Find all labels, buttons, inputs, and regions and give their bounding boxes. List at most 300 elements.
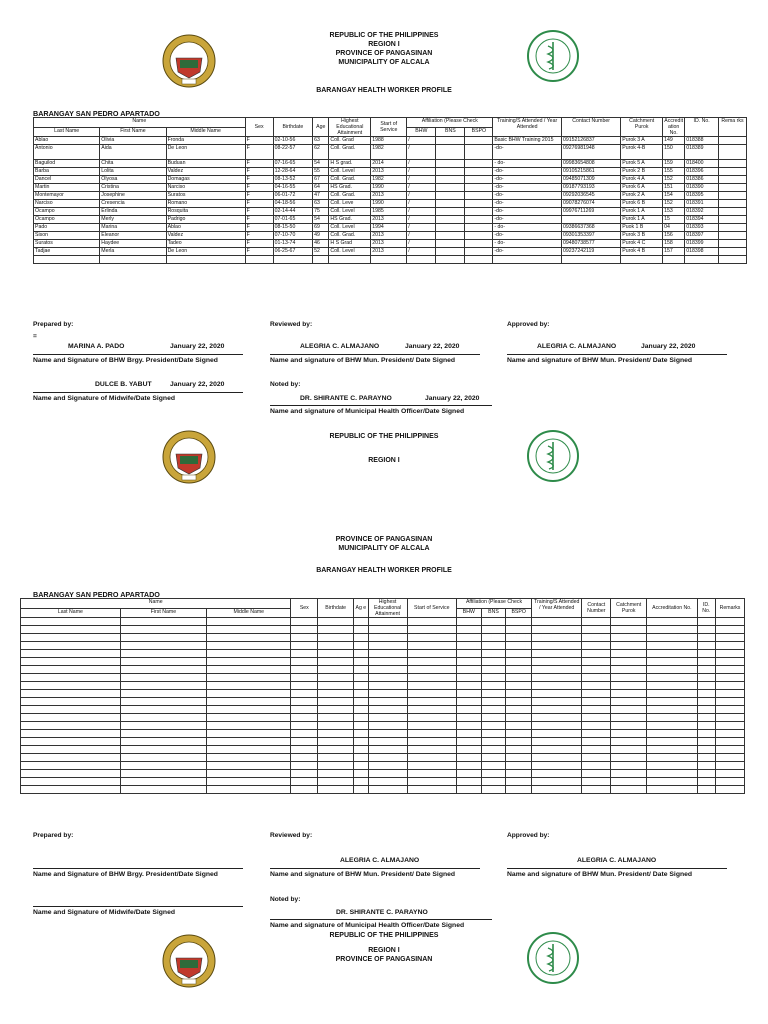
blank-table-cell[interactable] <box>21 738 121 746</box>
blank-table-cell[interactable] <box>291 674 318 682</box>
blank-table-cell[interactable] <box>647 642 697 650</box>
blank-table-cell[interactable] <box>506 658 532 666</box>
blank-table-cell[interactable] <box>120 690 206 698</box>
blank-table-cell[interactable] <box>207 650 291 658</box>
blank-table-cell[interactable] <box>456 738 481 746</box>
blank-table-cell[interactable] <box>611 682 647 690</box>
blank-table-cell[interactable] <box>532 746 582 754</box>
blank-table-cell[interactable] <box>456 722 481 730</box>
blank-table-cell[interactable] <box>697 730 716 738</box>
blank-table-cell[interactable] <box>716 690 745 698</box>
blank-table-cell[interactable] <box>21 666 121 674</box>
blank-table-cell[interactable] <box>697 778 716 786</box>
blank-table-cell[interactable] <box>481 730 506 738</box>
blank-table-cell[interactable] <box>611 778 647 786</box>
blank-table-cell[interactable] <box>532 674 582 682</box>
blank-table-cell[interactable] <box>506 698 532 706</box>
blank-table-cell[interactable] <box>647 770 697 778</box>
blank-table-cell[interactable] <box>506 618 532 626</box>
blank-table-cell[interactable] <box>354 682 368 690</box>
blank-table-cell[interactable] <box>481 738 506 746</box>
blank-table-cell[interactable] <box>368 666 407 674</box>
blank-table-cell[interactable] <box>647 626 697 634</box>
blank-table-cell[interactable] <box>716 778 745 786</box>
blank-table-cell[interactable] <box>407 706 456 714</box>
blank-table-cell[interactable] <box>647 658 697 666</box>
blank-table-cell[interactable] <box>368 634 407 642</box>
blank-table-cell[interactable] <box>582 626 611 634</box>
blank-table-cell[interactable] <box>647 650 697 658</box>
blank-table-cell[interactable] <box>354 714 368 722</box>
blank-table-cell[interactable] <box>532 642 582 650</box>
blank-table-cell[interactable] <box>716 706 745 714</box>
blank-table-cell[interactable] <box>291 762 318 770</box>
blank-table-cell[interactable] <box>697 714 716 722</box>
blank-table-cell[interactable] <box>647 714 697 722</box>
blank-table-cell[interactable] <box>582 786 611 794</box>
blank-table-cell[interactable] <box>532 778 582 786</box>
blank-table-cell[interactable] <box>532 634 582 642</box>
blank-table-cell[interactable] <box>318 634 354 642</box>
blank-table-cell[interactable] <box>368 730 407 738</box>
blank-table-cell[interactable] <box>456 674 481 682</box>
blank-table-cell[interactable] <box>582 754 611 762</box>
blank-table-cell[interactable] <box>716 626 745 634</box>
blank-table-cell[interactable] <box>697 674 716 682</box>
blank-table-cell[interactable] <box>697 786 716 794</box>
blank-table-cell[interactable] <box>582 682 611 690</box>
blank-table-cell[interactable] <box>697 658 716 666</box>
blank-table-cell[interactable] <box>716 682 745 690</box>
blank-table-cell[interactable] <box>506 738 532 746</box>
blank-table-cell[interactable] <box>368 722 407 730</box>
blank-table-cell[interactable] <box>354 738 368 746</box>
blank-table-cell[interactable] <box>697 706 716 714</box>
blank-table-cell[interactable] <box>582 690 611 698</box>
blank-table-cell[interactable] <box>291 778 318 786</box>
blank-table-cell[interactable] <box>481 642 506 650</box>
blank-table-cell[interactable] <box>481 682 506 690</box>
blank-table-cell[interactable] <box>207 722 291 730</box>
blank-table-cell[interactable] <box>21 714 121 722</box>
blank-table-cell[interactable] <box>647 722 697 730</box>
blank-table-cell[interactable] <box>291 754 318 762</box>
blank-table-cell[interactable] <box>532 754 582 762</box>
blank-table-cell[interactable] <box>368 762 407 770</box>
blank-table-cell[interactable] <box>506 650 532 658</box>
blank-table-cell[interactable] <box>21 690 121 698</box>
blank-table-cell[interactable] <box>368 690 407 698</box>
blank-table-cell[interactable] <box>407 730 456 738</box>
blank-table-cell[interactable] <box>481 770 506 778</box>
blank-table-cell[interactable] <box>407 746 456 754</box>
blank-table-cell[interactable] <box>481 618 506 626</box>
blank-table-cell[interactable] <box>582 658 611 666</box>
blank-table-cell[interactable] <box>532 666 582 674</box>
blank-table-cell[interactable] <box>697 626 716 634</box>
blank-table-cell[interactable] <box>318 730 354 738</box>
blank-table-cell[interactable] <box>368 754 407 762</box>
blank-table-cell[interactable] <box>207 746 291 754</box>
blank-table-cell[interactable] <box>481 762 506 770</box>
blank-table-cell[interactable] <box>407 714 456 722</box>
blank-table-cell[interactable] <box>368 674 407 682</box>
blank-table-cell[interactable] <box>120 634 206 642</box>
blank-table-cell[interactable] <box>291 722 318 730</box>
blank-table-cell[interactable] <box>506 674 532 682</box>
blank-table-cell[interactable] <box>318 690 354 698</box>
blank-table-cell[interactable] <box>506 626 532 634</box>
blank-table-cell[interactable] <box>291 714 318 722</box>
blank-table-cell[interactable] <box>407 658 456 666</box>
blank-table-cell[interactable] <box>647 690 697 698</box>
blank-table-cell[interactable] <box>532 682 582 690</box>
blank-table-cell[interactable] <box>318 626 354 634</box>
blank-table-cell[interactable] <box>716 618 745 626</box>
blank-table-cell[interactable] <box>318 738 354 746</box>
blank-table-cell[interactable] <box>407 778 456 786</box>
blank-table-cell[interactable] <box>354 634 368 642</box>
blank-table-cell[interactable] <box>368 618 407 626</box>
blank-table-cell[interactable] <box>207 618 291 626</box>
blank-table-cell[interactable] <box>506 786 532 794</box>
blank-table-cell[interactable] <box>207 754 291 762</box>
blank-table-cell[interactable] <box>716 714 745 722</box>
blank-table-cell[interactable] <box>456 682 481 690</box>
blank-table-cell[interactable] <box>291 618 318 626</box>
blank-table-cell[interactable] <box>532 698 582 706</box>
blank-table-cell[interactable] <box>407 770 456 778</box>
blank-table-cell[interactable] <box>611 666 647 674</box>
blank-table-cell[interactable] <box>456 730 481 738</box>
blank-table-cell[interactable] <box>611 618 647 626</box>
blank-table-cell[interactable] <box>481 666 506 674</box>
blank-table-cell[interactable] <box>506 746 532 754</box>
blank-table-cell[interactable] <box>697 698 716 706</box>
blank-table-cell[interactable] <box>481 650 506 658</box>
blank-table-cell[interactable] <box>368 650 407 658</box>
blank-table-cell[interactable] <box>207 666 291 674</box>
blank-table-cell[interactable] <box>318 778 354 786</box>
blank-table-cell[interactable] <box>21 706 121 714</box>
blank-table-cell[interactable] <box>532 626 582 634</box>
blank-table-cell[interactable] <box>532 738 582 746</box>
blank-table-cell[interactable] <box>611 706 647 714</box>
blank-table-cell[interactable] <box>354 674 368 682</box>
blank-table-cell[interactable] <box>456 658 481 666</box>
blank-table-cell[interactable] <box>697 754 716 762</box>
blank-table-cell[interactable] <box>582 722 611 730</box>
blank-table-cell[interactable] <box>207 682 291 690</box>
blank-table-cell[interactable] <box>207 634 291 642</box>
blank-table-cell[interactable] <box>120 746 206 754</box>
blank-table-cell[interactable] <box>532 690 582 698</box>
blank-table-cell[interactable] <box>611 658 647 666</box>
blank-table-cell[interactable] <box>697 770 716 778</box>
blank-table-cell[interactable] <box>481 690 506 698</box>
blank-table-cell[interactable] <box>368 714 407 722</box>
blank-table-cell[interactable] <box>21 778 121 786</box>
blank-table-cell[interactable] <box>407 698 456 706</box>
blank-table-cell[interactable] <box>407 754 456 762</box>
blank-table-cell[interactable] <box>120 714 206 722</box>
blank-table-cell[interactable] <box>611 762 647 770</box>
blank-table-cell[interactable] <box>354 642 368 650</box>
blank-table-cell[interactable] <box>647 754 697 762</box>
blank-table-cell[interactable] <box>456 618 481 626</box>
blank-table-cell[interactable] <box>207 642 291 650</box>
blank-table-cell[interactable] <box>207 658 291 666</box>
blank-table-cell[interactable] <box>716 634 745 642</box>
blank-table-cell[interactable] <box>318 762 354 770</box>
blank-table-cell[interactable] <box>697 666 716 674</box>
blank-table-cell[interactable] <box>291 650 318 658</box>
blank-table-cell[interactable] <box>207 714 291 722</box>
blank-table-cell[interactable] <box>21 754 121 762</box>
blank-table-cell[interactable] <box>207 730 291 738</box>
blank-table-cell[interactable] <box>647 746 697 754</box>
blank-table-cell[interactable] <box>354 730 368 738</box>
blank-table-cell[interactable] <box>481 698 506 706</box>
blank-table-cell[interactable] <box>506 682 532 690</box>
blank-table-cell[interactable] <box>207 770 291 778</box>
blank-table-cell[interactable] <box>647 698 697 706</box>
blank-table-cell[interactable] <box>456 786 481 794</box>
blank-table-cell[interactable] <box>368 642 407 650</box>
blank-table-cell[interactable] <box>506 714 532 722</box>
blank-table-cell[interactable] <box>481 626 506 634</box>
blank-table-cell[interactable] <box>532 770 582 778</box>
blank-table-cell[interactable] <box>456 778 481 786</box>
blank-table-cell[interactable] <box>456 698 481 706</box>
blank-table-cell[interactable] <box>207 626 291 634</box>
blank-table-cell[interactable] <box>120 722 206 730</box>
blank-table-cell[interactable] <box>120 770 206 778</box>
blank-table-cell[interactable] <box>291 738 318 746</box>
blank-table-cell[interactable] <box>506 706 532 714</box>
blank-table-cell[interactable] <box>368 746 407 754</box>
blank-table-cell[interactable] <box>318 618 354 626</box>
blank-table-cell[interactable] <box>207 690 291 698</box>
blank-table-cell[interactable] <box>582 650 611 658</box>
blank-table-cell[interactable] <box>21 674 121 682</box>
blank-table-cell[interactable] <box>697 650 716 658</box>
blank-table-cell[interactable] <box>318 650 354 658</box>
blank-table-cell[interactable] <box>318 770 354 778</box>
blank-table-cell[interactable] <box>647 618 697 626</box>
blank-table-cell[interactable] <box>647 706 697 714</box>
blank-table-cell[interactable] <box>697 642 716 650</box>
blank-table-cell[interactable] <box>456 706 481 714</box>
blank-table-cell[interactable] <box>407 690 456 698</box>
blank-table-cell[interactable] <box>368 786 407 794</box>
blank-table-cell[interactable] <box>21 786 121 794</box>
blank-table-cell[interactable] <box>368 698 407 706</box>
blank-table-cell[interactable] <box>21 762 121 770</box>
blank-table-cell[interactable] <box>318 674 354 682</box>
blank-table-cell[interactable] <box>354 698 368 706</box>
blank-table-cell[interactable] <box>407 626 456 634</box>
blank-table-cell[interactable] <box>120 674 206 682</box>
blank-table-cell[interactable] <box>716 674 745 682</box>
blank-table-cell[interactable] <box>532 706 582 714</box>
blank-table-cell[interactable] <box>506 778 532 786</box>
blank-table-cell[interactable] <box>318 682 354 690</box>
blank-table-cell[interactable] <box>120 666 206 674</box>
blank-table-cell[interactable] <box>368 682 407 690</box>
blank-table-cell[interactable] <box>611 642 647 650</box>
blank-table-cell[interactable] <box>697 722 716 730</box>
blank-table-cell[interactable] <box>582 666 611 674</box>
blank-table-cell[interactable] <box>532 722 582 730</box>
blank-table-cell[interactable] <box>291 786 318 794</box>
blank-table-cell[interactable] <box>368 778 407 786</box>
blank-table-cell[interactable] <box>647 762 697 770</box>
blank-table-cell[interactable] <box>481 746 506 754</box>
blank-table-cell[interactable] <box>582 634 611 642</box>
blank-table-cell[interactable] <box>532 658 582 666</box>
blank-table-cell[interactable] <box>21 634 121 642</box>
blank-table-cell[interactable] <box>120 698 206 706</box>
blank-table-cell[interactable] <box>611 746 647 754</box>
blank-table-cell[interactable] <box>318 666 354 674</box>
blank-table-cell[interactable] <box>456 690 481 698</box>
blank-table-cell[interactable] <box>456 754 481 762</box>
blank-table-cell[interactable] <box>716 786 745 794</box>
blank-table-cell[interactable] <box>120 642 206 650</box>
blank-table-cell[interactable] <box>582 642 611 650</box>
blank-table-cell[interactable] <box>291 666 318 674</box>
blank-table-cell[interactable] <box>611 690 647 698</box>
blank-table-cell[interactable] <box>354 690 368 698</box>
blank-table-cell[interactable] <box>697 618 716 626</box>
blank-table-cell[interactable] <box>647 778 697 786</box>
blank-table-cell[interactable] <box>318 658 354 666</box>
blank-table-cell[interactable] <box>407 762 456 770</box>
blank-table-cell[interactable] <box>207 762 291 770</box>
blank-table-cell[interactable] <box>291 730 318 738</box>
blank-table-cell[interactable] <box>21 626 121 634</box>
blank-table-cell[interactable] <box>481 634 506 642</box>
blank-table-cell[interactable] <box>532 650 582 658</box>
blank-table-cell[interactable] <box>532 762 582 770</box>
blank-table-cell[interactable] <box>318 754 354 762</box>
blank-table-cell[interactable] <box>407 642 456 650</box>
blank-table-cell[interactable] <box>368 770 407 778</box>
blank-table-cell[interactable] <box>506 642 532 650</box>
blank-table-cell[interactable] <box>716 666 745 674</box>
blank-table-cell[interactable] <box>354 762 368 770</box>
blank-table-cell[interactable] <box>354 626 368 634</box>
blank-table-cell[interactable] <box>291 746 318 754</box>
blank-table-cell[interactable] <box>21 618 121 626</box>
blank-table-cell[interactable] <box>21 642 121 650</box>
blank-table-cell[interactable] <box>120 778 206 786</box>
blank-table-cell[interactable] <box>318 698 354 706</box>
blank-table-cell[interactable] <box>354 786 368 794</box>
blank-table-cell[interactable] <box>354 778 368 786</box>
blank-table-cell[interactable] <box>21 770 121 778</box>
blank-table-cell[interactable] <box>481 714 506 722</box>
blank-table-cell[interactable] <box>582 746 611 754</box>
blank-table-cell[interactable] <box>647 682 697 690</box>
blank-table-cell[interactable] <box>611 698 647 706</box>
blank-table-cell[interactable] <box>506 690 532 698</box>
blank-table-cell[interactable] <box>456 626 481 634</box>
blank-table-cell[interactable] <box>207 674 291 682</box>
blank-table-cell[interactable] <box>697 690 716 698</box>
blank-table-cell[interactable] <box>647 786 697 794</box>
blank-table-cell[interactable] <box>407 634 456 642</box>
blank-table-cell[interactable] <box>21 682 121 690</box>
blank-table-cell[interactable] <box>582 618 611 626</box>
blank-table-cell[interactable] <box>611 770 647 778</box>
blank-table-cell[interactable] <box>291 770 318 778</box>
blank-table-cell[interactable] <box>716 658 745 666</box>
blank-table-cell[interactable] <box>611 738 647 746</box>
blank-table-cell[interactable] <box>481 706 506 714</box>
blank-table-cell[interactable] <box>354 618 368 626</box>
blank-table-cell[interactable] <box>354 666 368 674</box>
blank-table-cell[interactable] <box>368 658 407 666</box>
blank-table-cell[interactable] <box>582 730 611 738</box>
blank-table-cell[interactable] <box>207 698 291 706</box>
blank-table-cell[interactable] <box>582 770 611 778</box>
blank-table-cell[interactable] <box>716 770 745 778</box>
blank-table-cell[interactable] <box>407 618 456 626</box>
blank-table-cell[interactable] <box>120 730 206 738</box>
blank-table-cell[interactable] <box>120 738 206 746</box>
blank-table-cell[interactable] <box>318 746 354 754</box>
blank-table-cell[interactable] <box>481 658 506 666</box>
blank-table-cell[interactable] <box>21 722 121 730</box>
blank-table-cell[interactable] <box>506 770 532 778</box>
blank-table-cell[interactable] <box>716 722 745 730</box>
blank-table-cell[interactable] <box>456 762 481 770</box>
blank-table-cell[interactable] <box>697 682 716 690</box>
blank-table-cell[interactable] <box>647 730 697 738</box>
blank-table-cell[interactable] <box>120 618 206 626</box>
blank-table-cell[interactable] <box>291 690 318 698</box>
blank-table-cell[interactable] <box>21 730 121 738</box>
blank-table-cell[interactable] <box>354 650 368 658</box>
blank-table-cell[interactable] <box>697 634 716 642</box>
blank-table-cell[interactable] <box>481 722 506 730</box>
blank-table-cell[interactable] <box>506 634 532 642</box>
blank-table-cell[interactable] <box>582 778 611 786</box>
blank-table-cell[interactable] <box>716 730 745 738</box>
blank-table-cell[interactable] <box>407 786 456 794</box>
blank-table-cell[interactable] <box>716 738 745 746</box>
blank-table-cell[interactable] <box>291 682 318 690</box>
blank-table-cell[interactable] <box>716 762 745 770</box>
blank-table-cell[interactable] <box>456 634 481 642</box>
blank-table-cell[interactable] <box>532 730 582 738</box>
blank-table-cell[interactable] <box>647 666 697 674</box>
blank-table-cell[interactable] <box>291 634 318 642</box>
blank-table-cell[interactable] <box>611 674 647 682</box>
blank-table-cell[interactable] <box>582 706 611 714</box>
blank-table-cell[interactable] <box>354 658 368 666</box>
blank-table-cell[interactable] <box>354 706 368 714</box>
blank-table-cell[interactable] <box>481 778 506 786</box>
blank-table-cell[interactable] <box>207 778 291 786</box>
blank-table-cell[interactable] <box>697 762 716 770</box>
blank-table-cell[interactable] <box>21 698 121 706</box>
blank-table-cell[interactable] <box>456 642 481 650</box>
blank-table-cell[interactable] <box>611 714 647 722</box>
blank-table-cell[interactable] <box>481 674 506 682</box>
